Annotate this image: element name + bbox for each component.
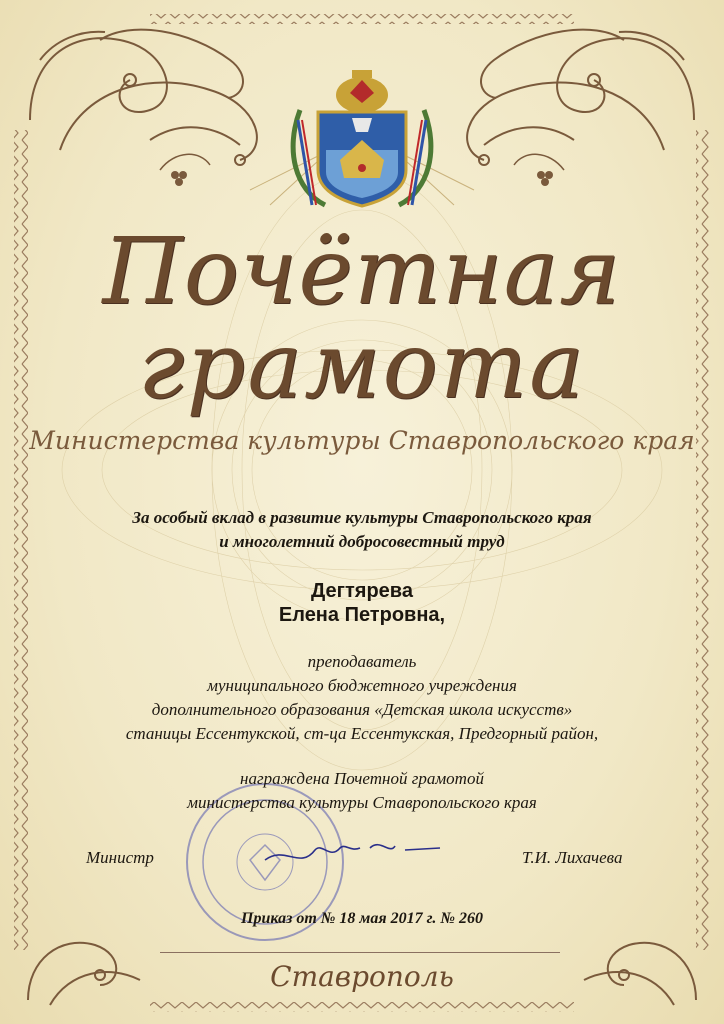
description-line: дополнительного образования «Детская школа искусств» [151,700,573,719]
grape-cluster-left [171,171,187,186]
top-border [150,14,574,24]
issue-city: Ставрополь [270,960,454,993]
award-line: министерства культуры Ставропольского края [187,793,537,812]
bottom-border [150,1002,574,1012]
recipient-surname: Дегтярева [311,580,413,602]
award-line: награждена Почетной грамотой [240,769,484,788]
recipient-given-names: Елена Петровна, [278,604,446,626]
divider-line [160,952,560,953]
description-line: станицы Ессентукской, ст-ца Ессентукская, Предгорный район, [125,724,599,743]
merit-line-2: и многолетний добросовестный труд [219,532,505,551]
coat-of-arms-emblem [250,70,474,206]
minister-label: Министр [86,848,154,867]
description-line: муниципального бюджетного учреждения [207,676,517,695]
description-line: преподаватель [307,652,417,671]
top-right-ornament [467,30,694,170]
order-reference: Приказ от № 18 мая 2017 г. № 260 [241,910,483,927]
certificate-title-line2: грамота [138,312,586,419]
merit-line-1: За особый вклад в развитие культуры Ставропольского края [132,508,592,527]
certificate-title-line1: Почётная [102,218,622,325]
minister-name: Т.И. Лихачева [522,848,623,867]
top-left-ornament [30,30,257,170]
issuer-ministry: Министерства культуры Ставропольского края [29,426,695,455]
grape-cluster-right [537,171,553,186]
